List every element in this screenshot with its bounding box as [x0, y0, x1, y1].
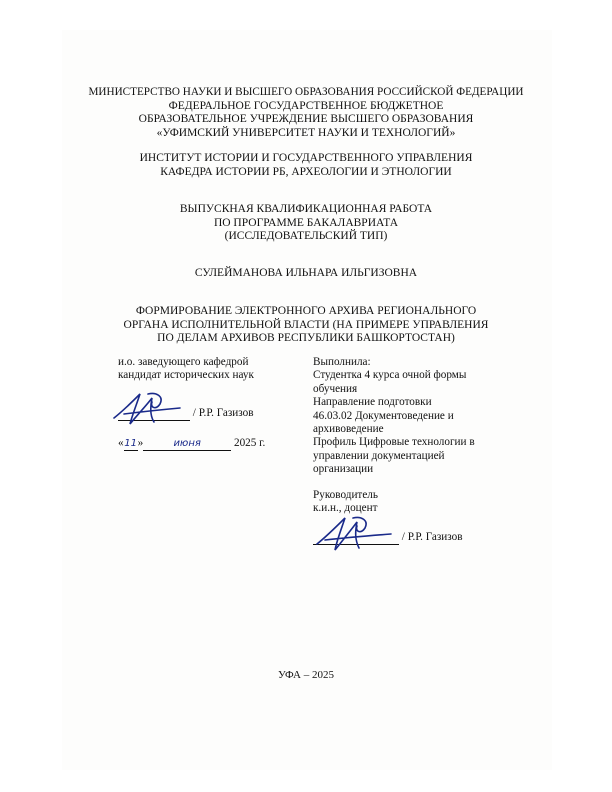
city-year-footer: УФА – 2025: [278, 669, 334, 681]
completed-label: Выполнила:: [313, 356, 371, 368]
date-day: 11: [124, 437, 138, 451]
header-line-4: «УФИМСКИЙ УНИВЕРСИТЕТ НАУКИ И ТЕХНОЛОГИЙ»: [156, 126, 456, 139]
date-open-quote: «: [118, 437, 124, 449]
header-line-1: МИНИСТЕРСТВО НАУКИ И ВЫСШЕГО ОБРАЗОВАНИЯ РОССИЙСКОЙ ФЕДЕРАЦИИ: [88, 86, 524, 98]
head-signatory-name: / Р.Р. Газизов: [192, 407, 254, 419]
direction-line-2: архивоведение: [313, 423, 384, 436]
work-type-line-3: (ИССЛЕДОВАТЕЛЬСКИЙ ТИП): [224, 230, 388, 242]
student-info-block: [313, 356, 475, 477]
head-of-department-block: [118, 356, 254, 383]
head-role-line-2: кандидат исторических наук: [118, 369, 254, 382]
profile-line-3: организации: [313, 463, 374, 476]
work-type-line-1: ВЫПУСКНАЯ КВАЛИФИКАЦИОННАЯ РАБОТА: [179, 203, 433, 215]
work-type-block: [0, 203, 612, 244]
title-line-2: ОРГАНА ИСПОЛНИТЕЛЬНОЙ ВЛАСТИ (НА ПРИМЕРЕ УПРАВЛЕНИЯ: [123, 318, 489, 331]
institute-line-1: ИНСТИТУТ ИСТОРИИ И ГОСУДАРСТВЕННОГО УПРАВЛЕНИЯ: [139, 152, 473, 164]
institute-block: [0, 152, 612, 179]
date-year: 2025 г.: [233, 437, 266, 449]
head-signature-icon: [110, 388, 190, 430]
supervisor-label: Руководитель: [313, 489, 378, 501]
ministry-header: [0, 86, 612, 140]
title-line-1: ФОРМИРОВАНИЕ ЭЛЕКТРОННОГО АРХИВА РЕГИОНАЛЬНОГО: [135, 305, 477, 317]
profile-line-1: Профиль Цифровые технологии в: [313, 436, 475, 449]
thesis-title: [0, 305, 612, 346]
date-close-quote: »: [137, 437, 144, 449]
header-line-3: ОБРАЗОВАТЕЛЬНОЕ УЧРЕЖДЕНИЕ ВЫСШЕГО ОБРАЗОВАНИЯ: [138, 113, 474, 125]
date-month: июня: [143, 437, 231, 451]
title-line-3: ПО ДЕЛАМ АРХИВОВ РЕСПУБЛИКИ БАШКОРТОСТАН): [157, 332, 455, 344]
head-date-line: [118, 437, 265, 451]
header-line-2: ФЕДЕРАЛЬНОЕ ГОСУДАРСТВЕННОЕ БЮДЖЕТНОЕ: [168, 99, 444, 112]
head-role-line-1: и.о. заведующего кафедрой: [118, 356, 249, 368]
supervisor-degree: к.и.н., доцент: [313, 502, 378, 515]
student-line-1: Студентка 4 курса очной формы: [313, 369, 467, 382]
student-line-2: обучения: [313, 382, 358, 395]
direction-label: Направление подготовки: [313, 396, 432, 409]
institute-line-2: КАФЕДРА ИСТОРИИ РБ, АРХЕОЛОГИИ И ЭТНОЛОГИИ: [160, 165, 452, 178]
supervisor-signatory-name: / Р.Р. Газизов: [401, 531, 463, 543]
work-type-line-2: ПО ПРОГРАММЕ БАКАЛАВРИАТА: [213, 216, 399, 229]
supervisor-signature-icon: [313, 510, 397, 556]
profile-line-2: управлении документацией: [313, 449, 445, 462]
direction-line-1: 46.03.02 Документоведение и: [313, 409, 454, 422]
author-name: СУЛЕЙМАНОВА ИЛЬНАРА ИЛЬГИЗОВНА: [194, 267, 418, 279]
